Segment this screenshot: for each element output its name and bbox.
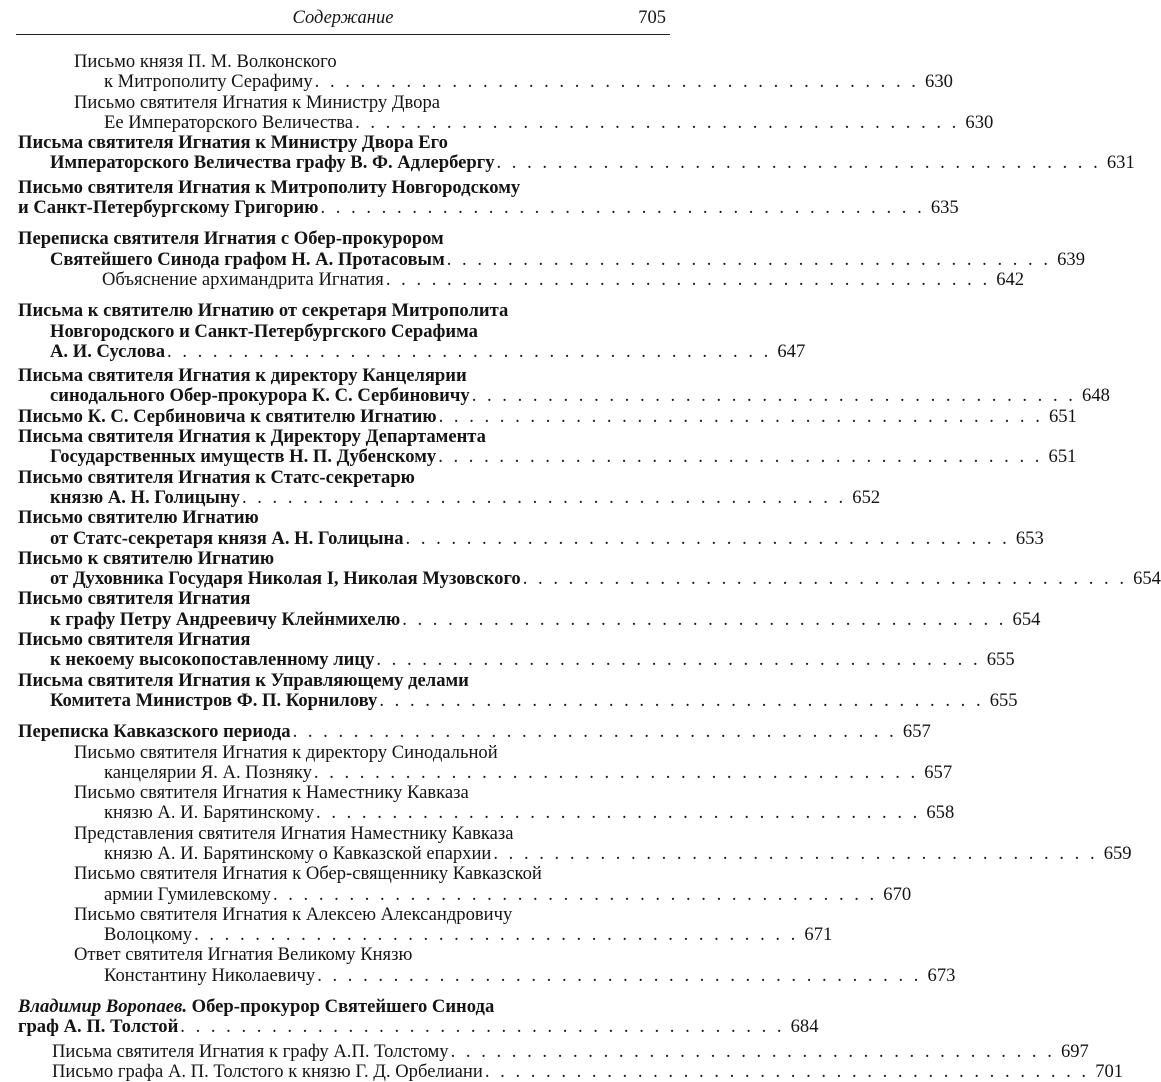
leader-dots: . . . . . . . . . . . . . . . . . . . . . . . . . . . . . . . . . . . . . . . . [493, 842, 1098, 864]
toc-entry[interactable] [0, 721, 931, 743]
toc-entry-last-line [52, 1040, 1089, 1062]
toc-entry-last-line [74, 924, 833, 946]
leader-dots: . . . . . . . . . . . . . . . . . . . . . . . . . . . . . . . . . . . . . . . . [376, 649, 981, 671]
toc-page-number: 701 [1095, 1060, 1124, 1082]
toc-entry-line: к некоему высокопоставленному лицу [50, 649, 375, 671]
toc-entry-line: А. И. Суслова [50, 340, 166, 362]
leader-dots: . . . . . . . . . . . . . . . . . . . . . . . . . . . . . . . . . . . . . . . . [402, 608, 1007, 630]
toc-entry-line: Переписка святителя Игнатия с Обер-прокурором [18, 228, 444, 250]
toc-entry-last-line [74, 111, 994, 133]
toc-entry[interactable] [0, 268, 1025, 290]
toc-page-number: 635 [930, 197, 959, 219]
toc-entry-line: Новгородского и Санкт-Петербургского Серафима [50, 320, 478, 342]
toc-page-number: 648 [1082, 385, 1110, 407]
toc-entry[interactable] [0, 228, 1085, 270]
toc-entry-line: синодального Обер-прокурора К. С. Сербиновичу [50, 385, 470, 407]
toc-entry-last-line [18, 197, 959, 219]
toc-entry-line: Письмо святителя Игнатия к директору Синодальной [74, 741, 498, 763]
toc-entry-line: Ее Императорского Величества [104, 111, 354, 133]
toc-entry-line: Письма к святителю Игнатию от секретаря Митрополита [18, 300, 509, 322]
toc-page-number: 651 [1048, 405, 1077, 427]
toc-entry[interactable] [0, 863, 912, 905]
toc-entry-line: Переписка Кавказского периода [18, 721, 291, 743]
leader-dots: . . . . . . . . . . . . . . . . . . . . . . . . . . . . . . . . . . . . . . . . [194, 924, 799, 946]
leader-dots: . . . . . . . . . . . . . . . . . . . . . . . . . . . . . . . . . . . . . . . . [446, 248, 1051, 270]
toc-entry-line: Комитета Министров Ф. П. Корнилову [50, 689, 378, 711]
toc-entry-line: князю А. И. Барятинскому о Кавказской епархии [104, 842, 492, 864]
toc-entry-last-line [18, 608, 1041, 630]
toc-page-number: 673 [927, 964, 956, 986]
toc-entry-last-line [74, 761, 953, 783]
toc-page-number: 630 [925, 71, 953, 93]
author-name: Владимир Воропаев. [18, 996, 187, 1018]
toc-entry[interactable] [0, 300, 806, 362]
toc-entry-last-line [18, 568, 1161, 590]
toc-entry[interactable] [0, 426, 1077, 468]
toc-entry-last-line [18, 486, 881, 508]
toc-entry[interactable] [0, 365, 1110, 407]
toc-entry-line: Волоцкому [104, 924, 193, 946]
toc-entry[interactable] [0, 132, 1135, 174]
leader-dots: . . . . . . . . . . . . . . . . . . . . . . . . . . . . . . . . . . . . . . . . [320, 197, 925, 219]
toc-entry[interactable] [0, 669, 1018, 712]
leader-dots: . . . . . . . . . . . . . . . . . . . . . . . . . . . . . . . . . . . . . . . . [317, 964, 922, 986]
toc-entry-line: канцелярии Я. А. Позняку [104, 761, 312, 783]
toc-entry[interactable] [0, 822, 1132, 865]
toc-entry-line: Письмо святителя Игнатия к Статс-секретарю [18, 466, 415, 488]
header-title: Содержание [292, 8, 394, 28]
toc-page-number: 631 [1106, 152, 1135, 174]
leader-dots: . . . . . . . . . . . . . . . . . . . . . . . . . . . . . . . . . . . . . . . . [450, 1040, 1055, 1062]
toc-entry[interactable] [0, 91, 994, 134]
toc-entry-last-line [18, 721, 931, 743]
toc-page-number: 655 [989, 689, 1018, 711]
toc-entry-line: Письмо святителя Игнатия к Алексею Александровичу [74, 903, 513, 925]
toc-entry[interactable] [0, 996, 819, 1038]
toc-entry-line: Святейшего Синода графом Н. А. Протасовым [50, 248, 445, 270]
toc-entry-line: Письмо святителя Игнатия к Министру Двора [74, 91, 441, 113]
toc-entry[interactable] [0, 547, 1161, 590]
toc-entry[interactable] [0, 629, 1015, 671]
toc-page-number: 651 [1048, 446, 1077, 468]
toc-page-number: 642 [996, 268, 1025, 290]
toc-entry-line: Императорского Величества графу В. Ф. Адлербергу [50, 152, 495, 174]
toc-entry-last-line [18, 527, 1044, 549]
toc-entry-last-line [18, 152, 1135, 174]
toc-entry-line: Письма святителя Игнатия к Министру Двора Его [18, 132, 448, 154]
toc-page-number: 639 [1057, 248, 1085, 270]
toc-entry-line: Письмо К. С. Сербиновича к святителю Игнатию [18, 405, 437, 427]
toc-entry-last-line [52, 1060, 1124, 1082]
toc-entry-line: Письмо графа А. П. Толстого к князю Г. Д. Орбелиани [52, 1060, 483, 1082]
toc-entry-last-line [74, 964, 956, 986]
toc-page-number: 654 [1012, 608, 1041, 630]
toc-page-number: 647 [777, 340, 806, 362]
toc-entry-last-line [74, 71, 953, 93]
leader-dots: . . . . . . . . . . . . . . . . . . . . . . . . . . . . . . . . . . . . . . . . [385, 268, 991, 290]
toc-entry-last-line [74, 842, 1132, 864]
toc-entry-line: Письмо святителя Игнатия к Обер-священнику Кавказской [74, 863, 542, 885]
leader-dots: . . . . . . . . . . . . . . . . . . . . . . . . . . . . . . . . . . . . . . . . [438, 446, 1043, 468]
toc-page-number: 654 [1133, 568, 1161, 590]
toc-entry-last-line [18, 446, 1077, 468]
toc-entry-line: князю А. Н. Голицыну [50, 486, 240, 508]
toc-page-number: 652 [852, 486, 881, 508]
toc-entry-line: к Митрополиту Серафиму [104, 71, 313, 93]
toc-entry[interactable] [0, 507, 1044, 549]
leader-dots: . . . . . . . . . . . . . . . . . . . . . . . . . . . . . . . . . . . . . . . . [316, 802, 921, 824]
toc-entry-last-line [18, 340, 806, 362]
toc-entry-line: Письмо святителя Игнатия [18, 629, 251, 651]
toc-entry-last-line [18, 649, 1015, 671]
toc-entry[interactable] [0, 466, 881, 509]
toc-entry-line: к графу Петру Андреевичу Клейнмихелю [50, 608, 401, 630]
toc-page-number: 671 [804, 924, 833, 946]
toc-entry-line: Объяснение архимандрита Игнатия [102, 268, 384, 290]
toc-entry-line: Константину Николаевичу [104, 964, 316, 986]
leader-dots: . . . . . . . . . . . . . . . . . . . . . . . . . . . . . . . . . . . . . . . . [484, 1060, 1090, 1082]
toc-page-number: 658 [926, 802, 955, 824]
toc-entry-line: Письмо святителю Игнатию [18, 507, 259, 529]
leader-dots: . . . . . . . . . . . . . . . . . . . . . . . . . . . . . . . . . . . . . . . . [313, 761, 919, 783]
toc-entry-last-line [18, 1016, 819, 1038]
toc-entry-line: Письмо святителя Игнатия к Митрополиту Новгородскому [18, 176, 521, 198]
toc-entry-last-line [18, 248, 1085, 270]
toc-page-number: 684 [790, 1016, 819, 1038]
leader-dots: . . . . . . . . . . . . . . . . . . . . . . . . . . . . . . . . . . . . . . . . [471, 385, 1076, 407]
toc-entry[interactable] [0, 782, 955, 824]
toc-entry-line: Письма святителя Игнатия к директору Канцелярии [18, 365, 467, 387]
toc-page-number: 697 [1060, 1040, 1089, 1062]
toc-entry-line: Письмо к святителю Игнатию [18, 547, 275, 569]
toc-entry-last-line [74, 883, 912, 905]
toc-page-number: 630 [965, 111, 994, 133]
leader-dots: . . . . . . . . . . . . . . . . . . . . . . . . . . . . . . . . . . . . . . . . [522, 568, 1127, 590]
toc-page-number: 655 [986, 649, 1015, 671]
leader-dots: . . . . . . . . . . . . . . . . . . . . . . . . . . . . . . . . . . . . . . . . [292, 721, 897, 743]
toc-entry-last-line [18, 385, 1110, 407]
toc-entry-line: Письмо святителя Игнатия к Наместнику Кавказа [74, 782, 469, 804]
toc-entry-last-line [102, 268, 1025, 290]
toc-page-number: 653 [1015, 527, 1044, 549]
toc-entry[interactable] [0, 588, 1041, 630]
toc-entry-line: граф А. П. Толстой [18, 1016, 179, 1038]
toc-entry-line: Письма святителя Игнатия к Управляющему делами [18, 669, 469, 691]
leader-dots: . . . . . . . . . . . . . . . . . . . . . . . . . . . . . . . . . . . . . . . . [379, 689, 984, 711]
toc-entry-line: князю А. И. Барятинскому [104, 802, 315, 824]
toc-entry[interactable] [0, 51, 953, 93]
toc-page-number: 657 [902, 721, 931, 743]
toc-entry-line: и Санкт-Петербургскому Григорию [18, 197, 319, 219]
toc-entry-last-line [18, 689, 1018, 711]
toc-entry-line: Письмо святителя Игнатия [18, 588, 251, 610]
leader-dots: . . . . . . . . . . . . . . . . . . . . . . . . . . . . . . . . . . . . . . . . [405, 527, 1010, 549]
toc-entry[interactable] [0, 405, 1077, 427]
leader-dots: . . . . . . . . . . . . . . . . . . . . . . . . . . . . . . . . . . . . . . . . [496, 152, 1101, 174]
toc-entry-line: Письмо князя П. М. Волконского [74, 51, 337, 72]
toc-entry[interactable] [0, 176, 959, 219]
toc-entry-line [18, 997, 684, 1017]
table-of-contents [0, 51, 1161, 1082]
leader-dots: . . . . . . . . . . . . . . . . . . . . . . . . . . . . . . . . . . . . . . . . [314, 71, 919, 93]
toc-entry[interactable] [0, 944, 956, 986]
leader-dots: . . . . . . . . . . . . . . . . . . . . . . . . . . . . . . . . . . . . . . . . [355, 111, 960, 133]
toc-entry-line: Письма святителя Игнатия к графу А.П. Толстому [52, 1040, 449, 1062]
toc-page-number: 670 [883, 883, 912, 905]
toc-entry-last-line [18, 405, 1077, 427]
toc-entry[interactable] [0, 903, 833, 946]
toc-entry[interactable] [0, 741, 953, 784]
leader-dots: . . . . . . . . . . . . . . . . . . . . . . . . . . . . . . . . . . . . . . . . [167, 340, 772, 362]
toc-page-number: 657 [924, 761, 953, 783]
running-header [16, 4, 670, 35]
toc-entry-line: Государственных имуществ Н. П. Дубенскому [50, 446, 437, 468]
toc-entry-line: Ответ святителя Игнатия Великому Князю [74, 944, 413, 966]
toc-entry-title: Обер-прокурор Святейшего Синода [186, 996, 495, 1018]
leader-dots: . . . . . . . . . . . . . . . . . . . . . . . . . . . . . . . . . . . . . . . . [180, 1016, 785, 1038]
toc-page-number: 659 [1103, 842, 1132, 864]
toc-entry[interactable] [0, 1060, 1124, 1082]
toc-entry-line: от Духовника Государя Николая I, Николая Музовского [50, 568, 521, 590]
leader-dots: . . . . . . . . . . . . . . . . . . . . . . . . . . . . . . . . . . . . . . . . [241, 486, 847, 508]
toc-entry-last-line [74, 802, 955, 824]
toc-entry[interactable] [0, 1040, 1089, 1062]
leader-dots: . . . . . . . . . . . . . . . . . . . . . . . . . . . . . . . . . . . . . . . . [438, 405, 1043, 427]
toc-entry-line: Представления святителя Игнатия Наместнику Кавказа [74, 822, 514, 844]
leader-dots: . . . . . . . . . . . . . . . . . . . . . . . . . . . . . . . . . . . . . . . . [272, 883, 878, 905]
toc-entry-line: армии Гумилевскому [104, 883, 271, 905]
header-page-number: 705 [638, 8, 666, 28]
toc-entry-line: от Статс-секретаря князя А. Н. Голицына [50, 527, 404, 549]
toc-entry-line: Письма святителя Игнатия к Директору Департамента [18, 426, 486, 448]
